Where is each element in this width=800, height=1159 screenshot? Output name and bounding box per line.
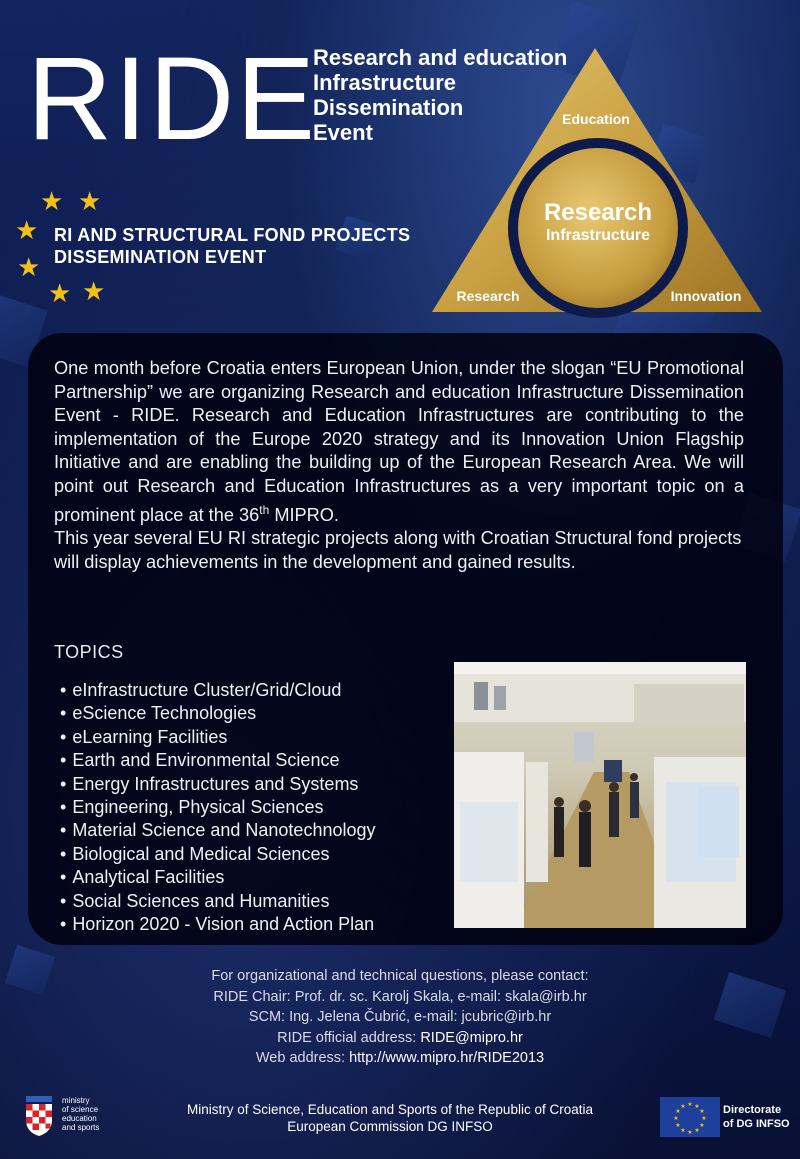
contact-intro: For organizational and technical questions, please contact: [211,968,589,984]
topic-item: • Social Sciences and Humanities [60,890,376,913]
eu-stars-icon [660,1097,720,1137]
intro-paragraph-main: One month before Croatia enters European Union, under the slogan “EU Promotional Partnership” we are organizing Research and education Infrastructure Dissemination Event - RIDE. Research and Education Infrastructures are contributing to the implementation of the Europe 2020 strategy and its Innovation Union Flagship Initiative and are enabling the building up of the European Research Area. We will point out Research and Education Infrastructures as a very important topic on a prominent place at the 36 [54,358,744,525]
event-title-line: DISSEMINATION EVENT [54,247,267,267]
intro-paragraph: This year several EU RI strategic projects along with Croatian Structural fond projects will display achievements in the development and gained results. [54,528,742,572]
contact-official [0,1028,800,1049]
topic-item: • eScience Technologies [60,702,376,725]
diagram-center-title: Research [543,199,653,226]
footer-line: Ministry of Science, Education and Sports of the Republic of Croatia [187,1102,593,1117]
contact-web [0,1048,800,1069]
contact-scm [0,1007,800,1028]
intro-paragraph [54,357,744,527]
svg-text:★: ★ [699,1122,705,1129]
ministry-logo-line: education [62,1114,97,1123]
star-icon: ★ [82,276,106,306]
star-icon: ★ [15,215,39,245]
svg-text:★: ★ [675,1122,681,1129]
topic-item: • Biological and Medical Sciences [60,843,376,866]
contact-chair-label: RIDE Chair: Prof. dr. sc. Karolj Skala, e-mail: [213,988,506,1005]
contact-scm-email[interactable]: jcubric@irb.hr [461,1009,552,1025]
svg-text:★: ★ [701,1115,707,1122]
exhibition-photo-illustration [454,662,746,928]
svg-text:★: ★ [694,1127,700,1134]
topic-item: • eLearning Facilities [60,726,376,749]
contact-block [0,966,800,1069]
contact-chair [0,987,800,1008]
svg-text:★: ★ [699,1108,705,1115]
diagram-label-top: Education [562,111,630,127]
contact-official-email[interactable]: RIDE@mipro.hr [420,1029,523,1046]
eu-logo-text [723,1103,790,1131]
topic-item: • Energy Infrastructures and Systems [60,773,376,796]
contact-web-link[interactable]: http://www.mipro.hr/RIDE2013 [349,1050,545,1066]
contact-scm-label: SCM: Ing. Jelena Čubrić, e-mail: [248,1009,462,1025]
diagram-center-subtitle: Infrastructure [545,227,651,244]
contact-chair-email[interactable]: skala@irb.hr [505,988,587,1005]
contact-web-label: Web address: [255,1050,350,1066]
exhibition-photo [454,662,746,928]
svg-text:★: ★ [675,1108,681,1115]
star-icon: ★ [17,252,41,282]
topic-item: • Analytical Facilities [60,866,376,889]
topics-list [60,679,376,936]
ride-logo: RIDE [27,33,317,165]
topic-item: • Earth and Environmental Science [60,749,376,772]
event-title [54,224,410,268]
header-subtitle-line: Research and education [313,45,568,70]
eu-logo-line: of DG INFSO [723,1118,790,1130]
header-subtitle-line: Event [313,120,373,145]
header-subtitle-line: Dissemination [313,95,464,120]
svg-text:★: ★ [673,1115,679,1122]
topic-item: • Engineering, Physical Sciences [60,796,376,819]
topic-item: • Horizon 2020 - Vision and Action Plan [60,913,376,936]
ministry-logo-line: and sports [62,1123,100,1132]
svg-text:★: ★ [680,1103,686,1110]
ministry-logo-text [62,1096,99,1132]
svg-text:★: ★ [687,1129,693,1136]
ride-triangle-diagram [430,40,770,320]
event-title-line: RI AND STRUCTURAL FOND PROJECTS [54,225,411,245]
eu-logo-line: Directorate [723,1104,782,1116]
svg-text:★: ★ [694,1103,700,1110]
svg-text:★: ★ [687,1101,693,1108]
eu-flag-icon [660,1097,720,1137]
topic-item: • eInfrastructure Cluster/Grid/Cloud [60,679,376,702]
diagram-label-bottom-right: Innovation [670,288,742,304]
ministry-logo-line: ministry [62,1096,90,1105]
intro-text [54,357,744,574]
eu-logo [660,1097,792,1137]
header-subtitle-line: Infrastructure [313,70,457,95]
intro-paragraph-end: MIPRO. [269,504,339,525]
footer-organizers [100,1101,680,1135]
topics-heading: TOPICS [54,642,124,662]
diagram-label-bottom-left: Research [456,288,520,304]
ordinal-suffix: th [259,502,270,517]
svg-text:★: ★ [680,1127,686,1134]
star-icon: ★ [48,278,72,308]
croatian-coat-of-arms-icon [22,1096,56,1136]
star-icon: ★ [78,186,102,216]
topic-item: • Material Science and Nanotechnology [60,819,376,842]
contact-official-label: RIDE official address: [277,1029,421,1046]
ministry-logo-line: of science [62,1105,99,1114]
footer-line: European Commission DG INFSO [287,1119,493,1134]
star-icon: ★ [40,186,64,216]
